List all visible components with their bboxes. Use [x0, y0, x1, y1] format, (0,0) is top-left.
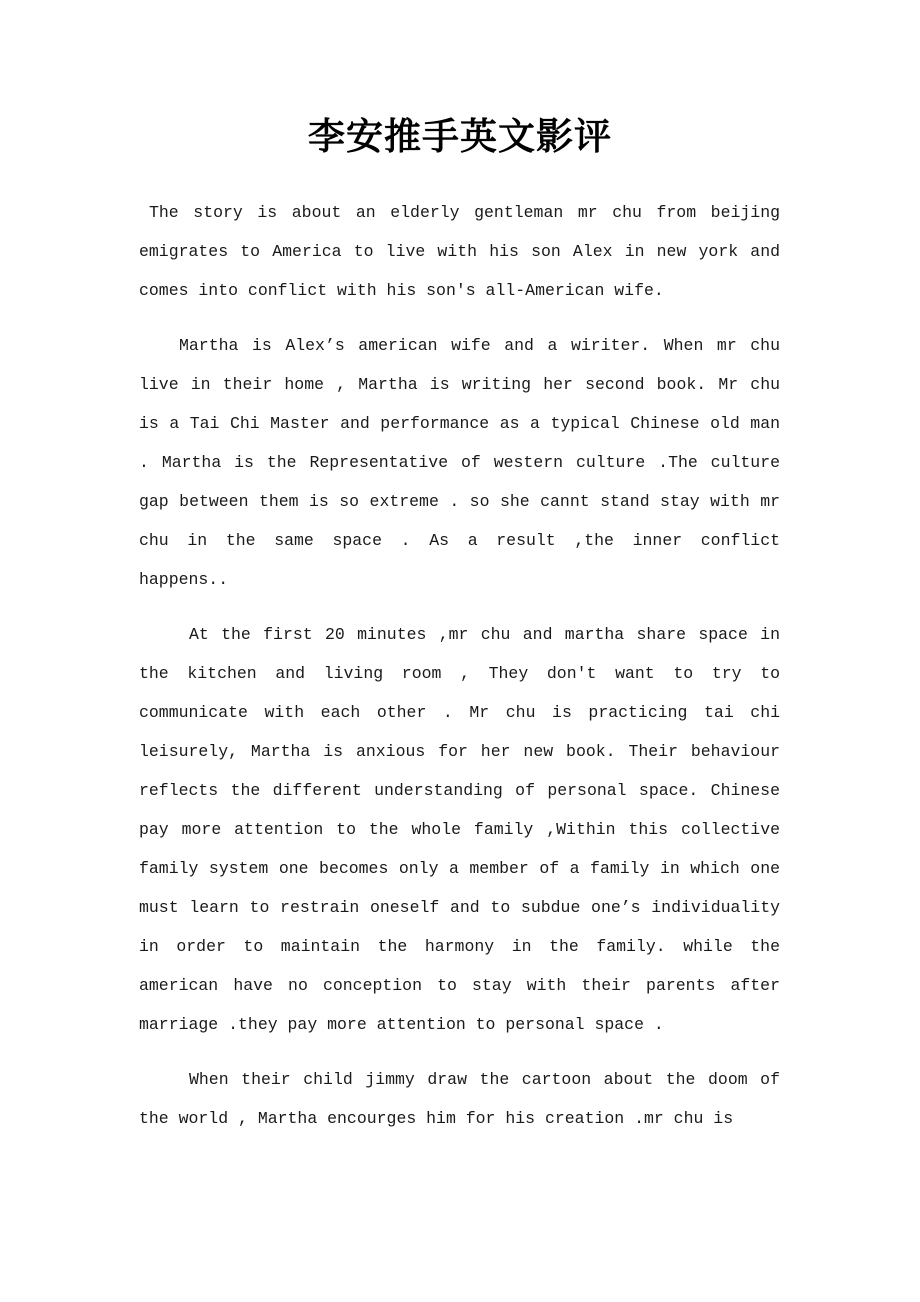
paragraph-martha: Martha is Alex’s american wife and a wiriter. When mr chu live in their home , Martha is writing her second book. Mr chu is a Tai Chi Master and performance as a typical Chinese old man . Martha is the Representative of western culture .The culture gap between them is so extreme . so she cannt stand stay with mr chu in the same space . As a result ,the inner conflict happens.. [139, 336, 780, 589]
document-body [139, 193, 780, 1154]
paragraph-first-20-minutes: At the first 20 minutes ,mr chu and martha share space in the kitchen and living room , They don't want to try to communicate with each other . Mr chu is practicing tai chi leisurely, Martha is anxious for her new book. Their behaviour reflects the different understanding of personal space. Chinese pay more attention to the whole family ,Within this collective family system one becomes only a member of a family in which one must learn to restrain oneself and to subdue one’s individuality in order to maintain the harmony in the family. while the american have no conception to stay with their parents after marriage .they pay more attention to personal space . [139, 625, 780, 1034]
paragraph-story-summary: The story is about an elderly gentleman mr chu from beijing emigrates to America to live with his son Alex in new york and comes into conflict with his son's all-American wife. [139, 203, 780, 300]
document-title: 李安推手英文影评 [308, 114, 612, 158]
paragraph-jimmy-cartoon: When their child jimmy draw the cartoon about the doom of the world , Martha encourges him for his creation .mr chu is [139, 1070, 780, 1128]
